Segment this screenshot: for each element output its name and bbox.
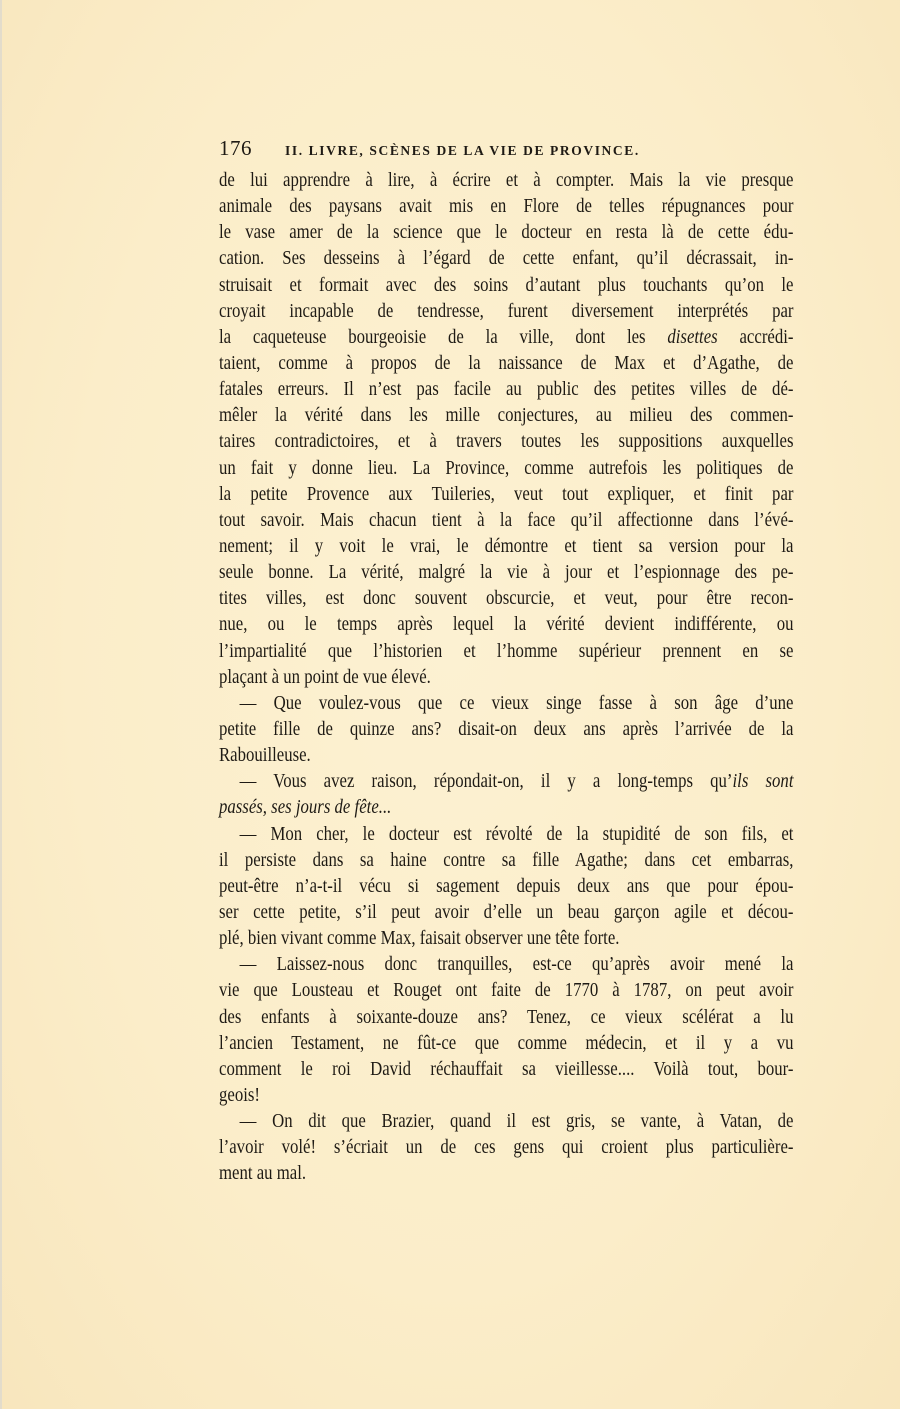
running-header <box>219 136 794 161</box>
text-line: fatales erreurs. Il n’est pas facile au public des petites villes de dé- <box>219 379 794 401</box>
body-text <box>219 168 794 1187</box>
italic-segment: disettes <box>667 326 718 348</box>
text-line: tites villes, est donc souvent obscurcie, et veut, pour être recon- <box>219 588 794 610</box>
text-line <box>219 769 793 795</box>
text-line: de lui apprendre à lire, à écrire et à compter. Mais la vie presque <box>219 170 794 191</box>
running-title: II. LIVRE, SCÈNES DE LA VIE DE PROVINCE. <box>285 143 640 158</box>
text-line: vie que Lousteau et Rouget ont faite de 1770 à 1787, on peut avoir <box>219 980 794 1002</box>
text-line: — Mon cher, le docteur est révolté de la stupidité de son fils, et <box>239 823 794 845</box>
text-line: — On dit que Brazier, quand il est gris, se vante, à Vatan, de <box>239 1111 794 1133</box>
text-line: — Que voulez-vous que ce vieux singe fasse à son âge d’une <box>239 692 794 714</box>
text-segment: la caqueteuse bourgeoisie de la ville, dont les <box>219 326 668 348</box>
text-line <box>219 795 793 821</box>
italic-segment: ils sont <box>732 771 794 793</box>
text-line: peut-être n’a-t-il vécu si sagement depuis deux ans que pour épou- <box>219 875 794 897</box>
text-line: il persiste dans sa haine contre sa fille Agathe; dans cet embarras, <box>219 849 794 871</box>
text-line: nement; il y voit le vrai, le démontre et tient sa version pour la <box>219 535 794 557</box>
text-line: ment au mal. <box>219 1163 307 1185</box>
text-line: un fait y donne lieu. La Province, comme autrefois les politiques de <box>219 457 794 479</box>
text-line: ser cette petite, s’il peut avoir d’elle un beau garçon agile et décou- <box>219 901 794 923</box>
text-line: tout savoir. Mais chacun tient à la face qu’il affectionne dans l’évé- <box>219 509 794 531</box>
text-line: la petite Provence aux Tuileries, veut tout expliquer, et finit par <box>219 483 794 505</box>
text-line: le vase amer de la science que le docteur en resta là de cette édu- <box>219 222 794 244</box>
text-line: geois! <box>219 1084 260 1106</box>
text-line: l’impartialité que l’historien et l’homme supérieur prennent en se <box>219 640 794 662</box>
text-line: des enfants à soixante-douze ans? Tenez, ce vieux scélérat a lu <box>219 1006 794 1028</box>
text-line: croyait incapable de tendresse, furent diversement interprétés par <box>219 300 794 322</box>
text-line: struisait et formait avec des soins d’autant plus touchants qu’on le <box>219 274 794 296</box>
text-line <box>219 325 793 351</box>
text-line: Rabouilleuse. <box>219 745 311 767</box>
text-line: taires contradictoires, et à travers toutes les suppositions auxquelles <box>219 431 794 453</box>
text-line: comment le roi David réchauffait sa vieillesse.... Voilà tout, bour- <box>219 1058 794 1080</box>
text-segment: — Vous avez raison, répondait-on, il y a long-temps qu’ <box>239 771 733 793</box>
text-line: taient, comme à propos de la naissance de Max et d’Agathe, de <box>219 352 794 374</box>
text-line: — Laissez-nous donc tranquilles, est-ce qu’après avoir mené la <box>239 954 794 976</box>
italic-segment: passés, ses jours de fête... <box>219 797 392 819</box>
text-line: plaçant à un point de vue élevé. <box>219 666 431 688</box>
text-line: mêler la vérité dans les mille conjectures, au milieu des commen- <box>219 405 794 427</box>
text-segment: accrédi- <box>717 326 794 348</box>
text-line: animale des paysans avait mis en Flore de telles répugnances pour <box>219 196 794 218</box>
text-line: l’ancien Testament, ne fût-ce que comme médecin, et il y a vu <box>219 1032 794 1054</box>
text-line: cation. Ses desseins à l’égard de cette enfant, qu’il décrassait, in- <box>219 248 794 270</box>
text-line: nue, ou le temps après lequel la vérité devient indifférente, ou <box>219 614 794 636</box>
page-number: 176 <box>219 136 252 160</box>
text-line: plé, bien vivant comme Max, faisait observer une tête forte. <box>219 928 620 950</box>
text-line: seule bonne. La vérité, malgré la vie à jour et l’espionnage des pe- <box>219 562 794 584</box>
text-line: petite fille de quinze ans? disait-on deux ans après l’arrivée de la <box>219 718 794 740</box>
text-line: l’avoir volé! s’écriait un de ces gens qui croient plus particulière- <box>219 1137 794 1159</box>
